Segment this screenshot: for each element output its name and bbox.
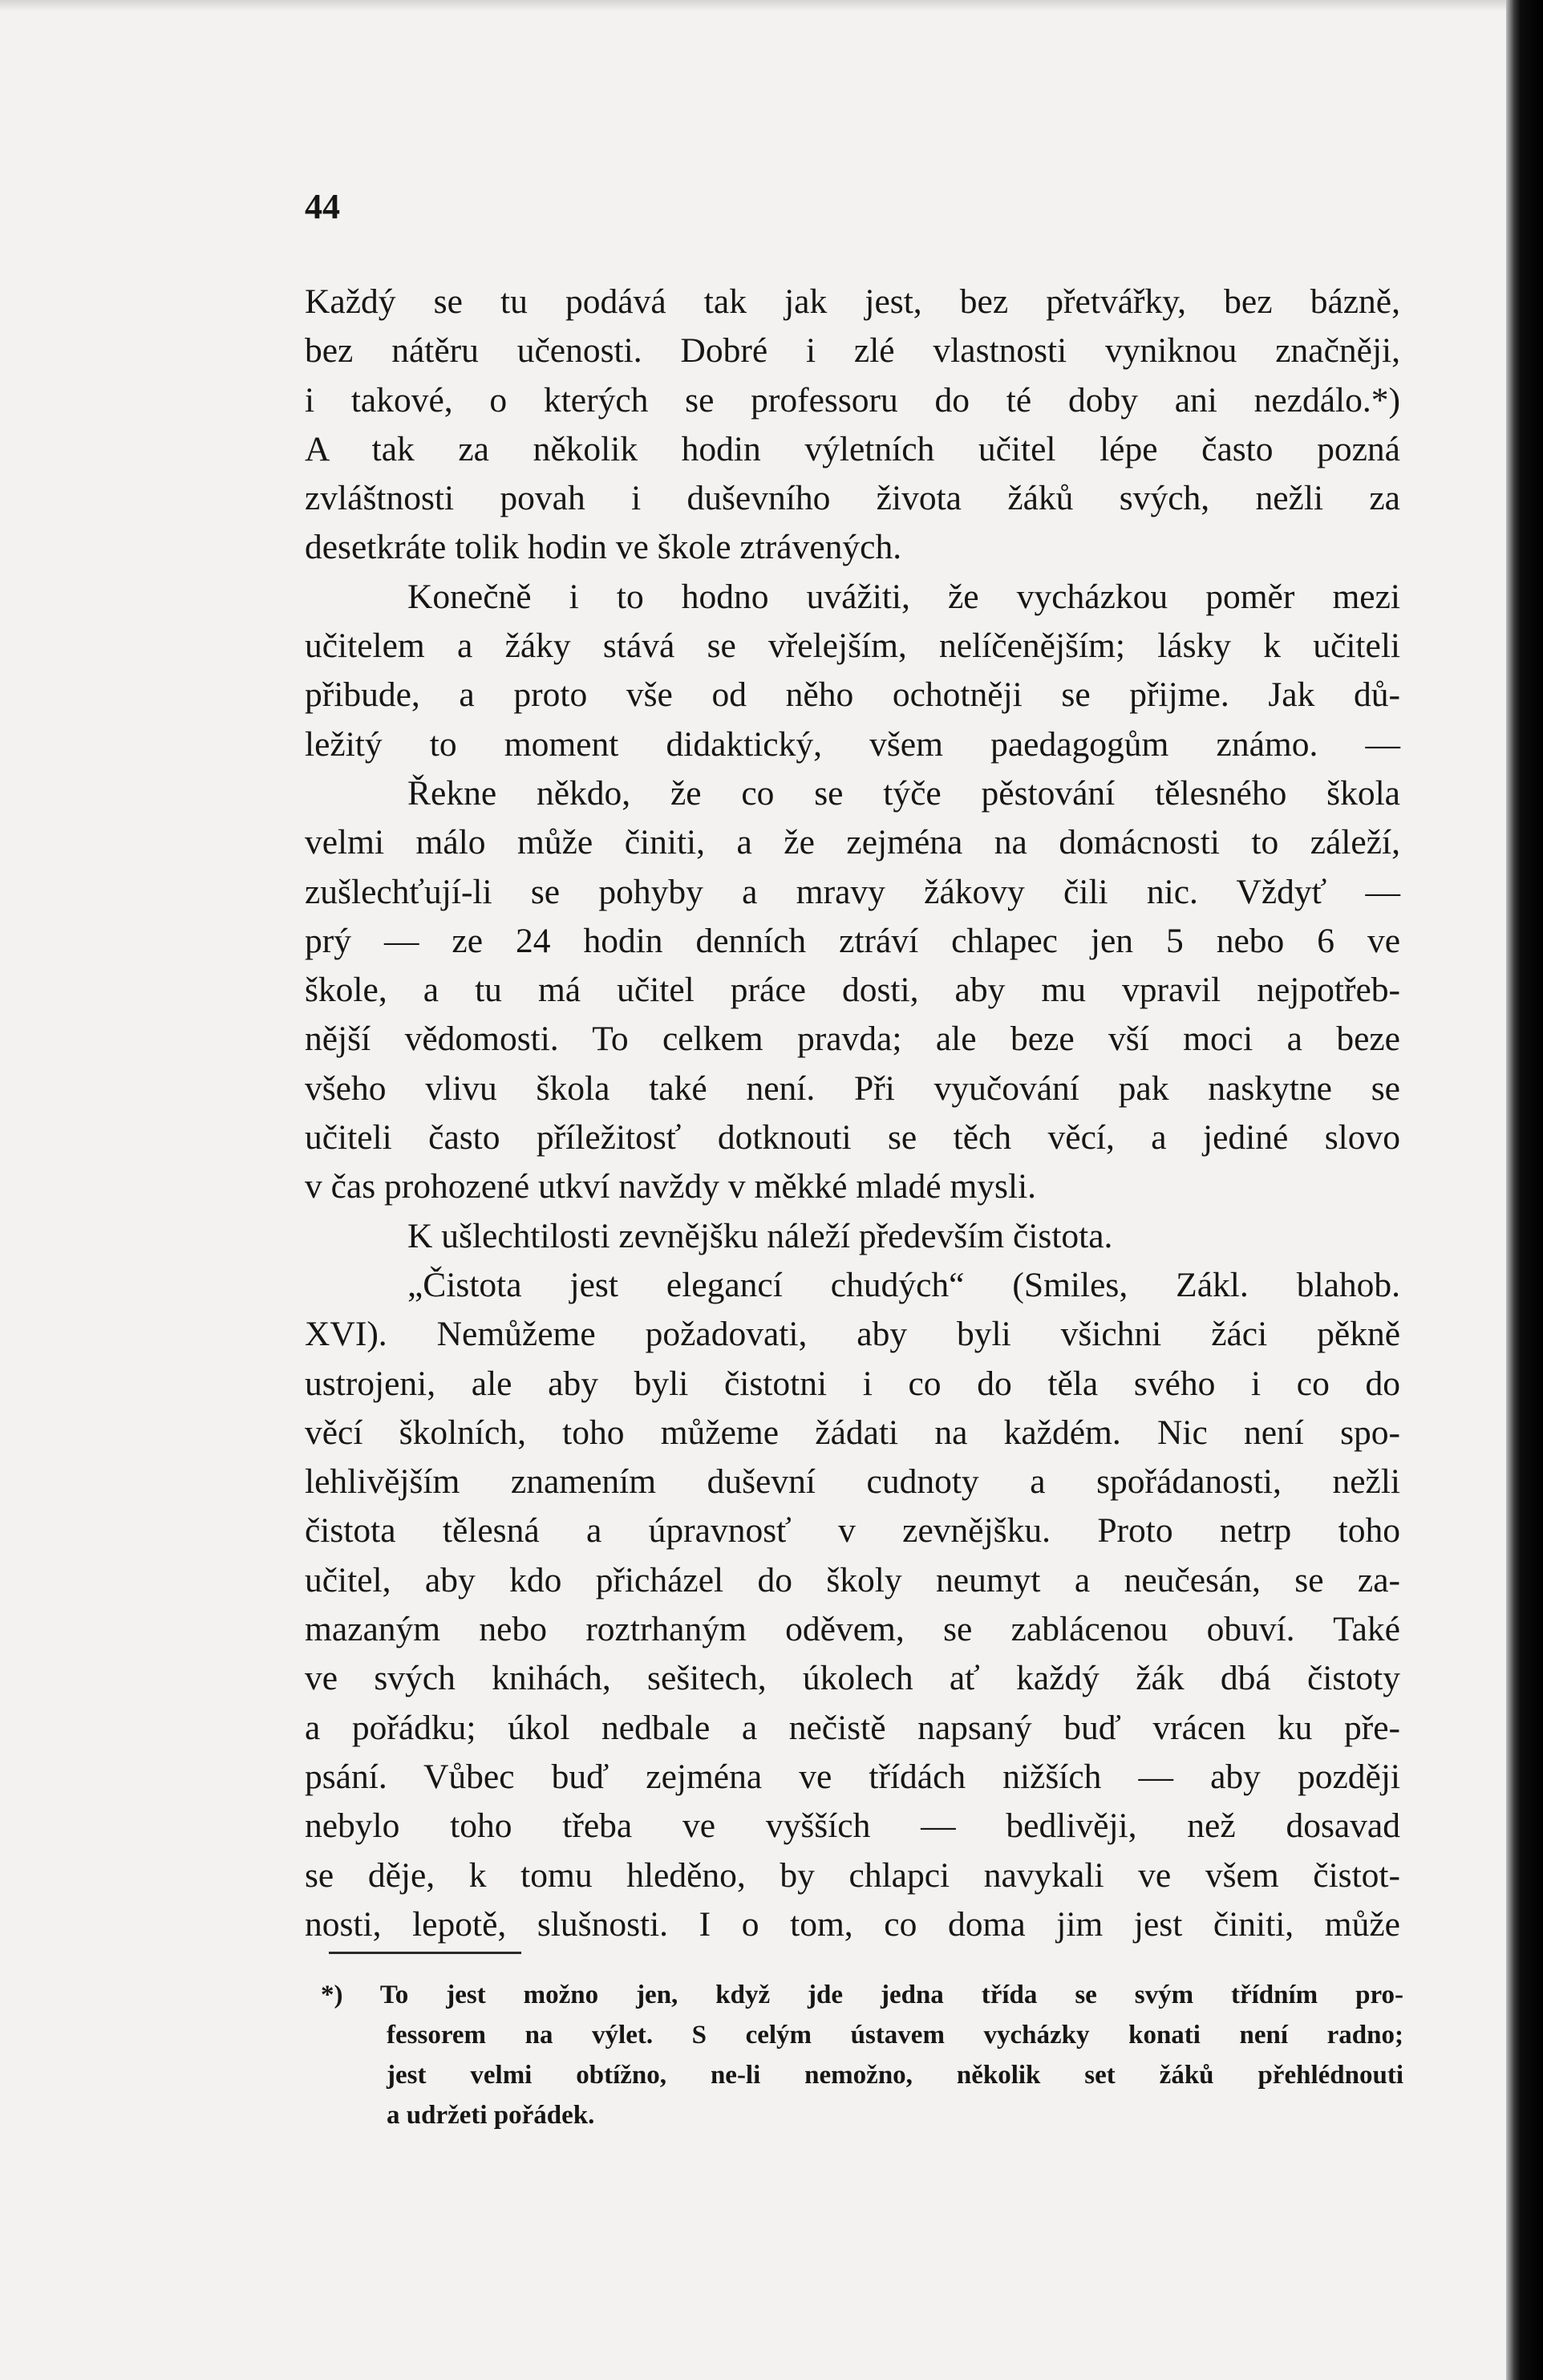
- text-line: A tak za několik hodin výletních učitel lépe často pozná: [305, 429, 1400, 468]
- text-line: „Čistota jest elegancí chudých“ (Smiles, Zákl. blahob.: [407, 1265, 1400, 1304]
- text-line: přibude, a proto vše od něho ochotněji se přijme. Jak dů-: [305, 675, 1400, 715]
- text-line: lehlivějším znamením duševní cudnoty a spořádanosti, nežli: [305, 1462, 1400, 1502]
- text-line: psání. Vůbec buď zejména ve třídách nižších — aby později: [305, 1757, 1400, 1796]
- text-line: nosti, lepotě, slušnosti. I o tom, co doma jim jest činiti, může: [305, 1904, 1400, 1944]
- text-line: učitelem a žáky stává se vřelejším, nelíčenějším; lásky k učiteli: [305, 626, 1400, 666]
- text-line: zvláštnosti povah i duševního života žáků svých, nežli za: [305, 479, 1400, 518]
- footnote-line: fessorem na výlet. S celým ústavem vycházky konati není radno;: [387, 2021, 1403, 2050]
- text-line: ležitý to moment didaktický, všem paedagogům známo. —: [305, 724, 1400, 764]
- text-line: Řekne někdo, že co se týče pěstování tělesného škola: [407, 773, 1400, 813]
- text-line: věcí školních, toho můžeme žádati na každém. Nic není spo-: [305, 1413, 1400, 1452]
- footnote-divider: [329, 1952, 521, 1954]
- text-line: a pořádku; úkol nedbale a nečistě napsaný buď vrácen ku pře-: [305, 1708, 1400, 1747]
- body-text: [305, 278, 1400, 1949]
- footnote: [321, 1975, 1403, 2135]
- page-top-shadow: [0, 0, 1506, 11]
- text-line: i takové, o kterých se professoru do té doby ani nezdálo.*): [305, 380, 1400, 420]
- text-line: v čas prohozené utkví navždy v měkké mladé mysli.: [305, 1167, 1037, 1206]
- text-line: mazaným nebo roztrhaným oděvem, se zablácenou obuví. Také: [305, 1610, 1400, 1649]
- text-line: Každý se tu podává tak jak jest, bez přetvářky, bez bázně,: [305, 282, 1400, 321]
- page-number: 44: [305, 187, 340, 226]
- scan-edge-shadow: [1506, 0, 1543, 2380]
- text-line: učitel, aby kdo přicházel do školy neumyt a neučesán, se za-: [305, 1560, 1400, 1600]
- text-line: velmi málo může činiti, a že zejména na domácnosti to záleží,: [305, 823, 1400, 862]
- text-line: K ušlechtilosti zevnějšku náleží především čistota.: [407, 1216, 1113, 1255]
- text-line: zušlechťují-li se pohyby a mravy žákovy čili nic. Vždyť —: [305, 872, 1400, 911]
- footnote-line: a udržeti pořádek.: [387, 2101, 595, 2130]
- text-line: se děje, k tomu hleděno, by chlapci navykali ve všem čistot-: [305, 1855, 1400, 1895]
- text-line: ustrojeni, ale aby byli čistotni i co do těla svého i co do: [305, 1364, 1400, 1403]
- text-line: všeho vlivu škola také není. Při vyučování pak naskytne se: [305, 1068, 1400, 1108]
- text-line: nější vědomosti. To celkem pravda; ale beze vší moci a beze: [305, 1020, 1400, 1059]
- text-line: prý — ze 24 hodin denních ztráví chlapec jen 5 nebo 6 ve: [305, 921, 1400, 960]
- footnote-line: jest velmi obtížno, ne-li nemožno, několik set žáků přehlédnouti: [387, 2061, 1403, 2090]
- text-line: bez nátěru učenosti. Dobré i zlé vlastnosti vyniknou značněji,: [305, 331, 1400, 371]
- text-line: ve svých knihách, sešitech, úkolech ať každý žák dbá čistoty: [305, 1659, 1400, 1698]
- text-line: učiteli často příležitosť dotknouti se těch věcí, a jediné slovo: [305, 1118, 1400, 1158]
- text-line: nebylo toho třeba ve vyšších — bedlivěji, než dosavad: [305, 1806, 1400, 1846]
- text-line: čistota tělesná a úpravnosť v zevnějšku. Proto netrp toho: [305, 1511, 1400, 1551]
- text-line: XVI). Nemůžeme požadovati, aby byli všichni žáci pěkně: [305, 1315, 1400, 1354]
- text-line: desetkráte tolik hodin ve škole ztrávených.: [305, 528, 902, 567]
- text-line: Konečně i to hodno uvážiti, že vycházkou poměr mezi: [407, 577, 1400, 616]
- text-line: škole, a tu má učitel práce dosti, aby mu vpravil nejpotřeb-: [305, 971, 1400, 1010]
- footnote-line: *) To jest možno jen, když jde jedna třída se svým třídním pro-: [321, 1981, 1403, 2009]
